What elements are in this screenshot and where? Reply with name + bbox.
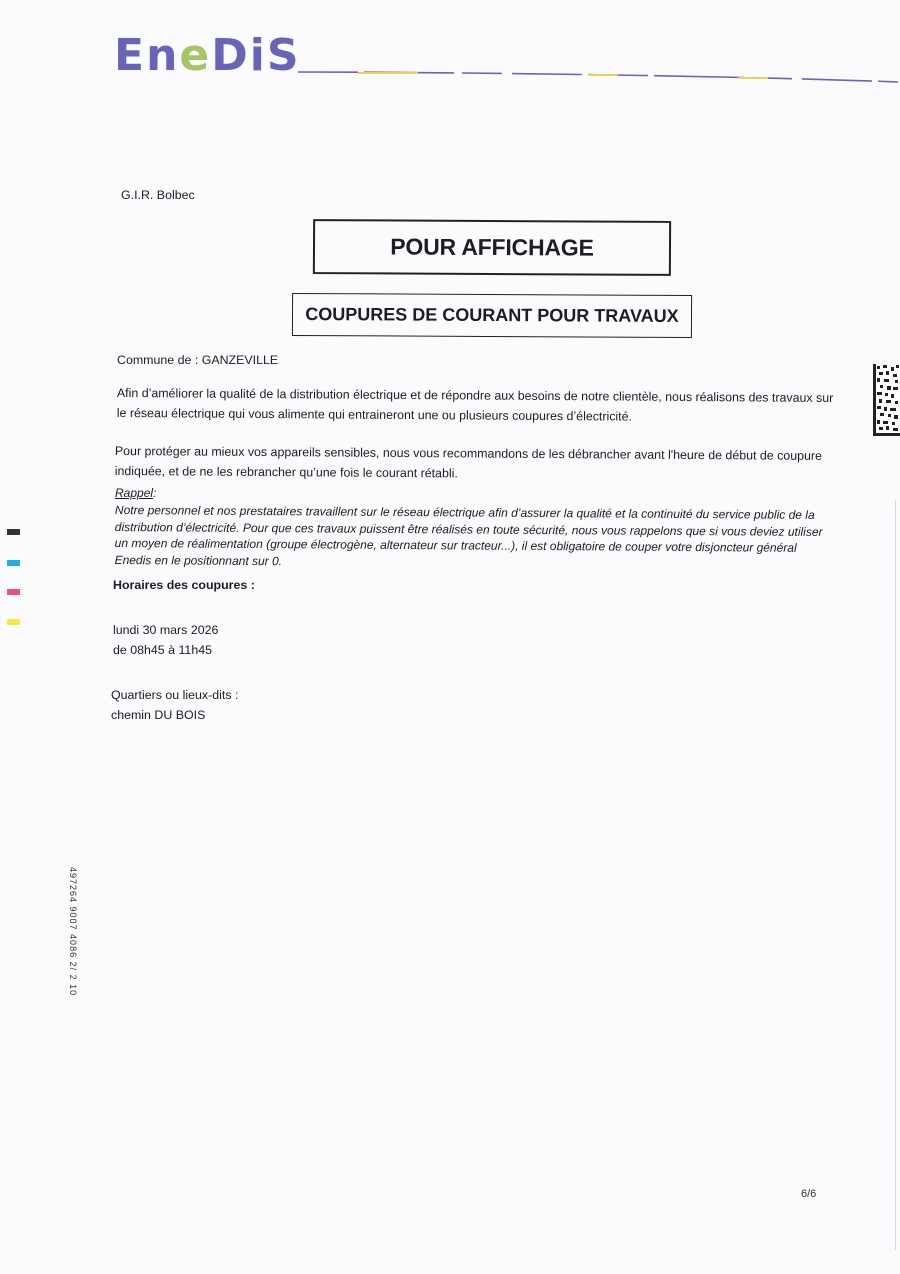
- outage-date: lundi 30 mars 2026: [113, 623, 219, 637]
- scan-edge-line: [895, 500, 896, 1250]
- advice-paragraph: Pour protéger au mieux vos appareils sensibles, nous vous recommandons de les débrancher avant l'heure de début de coupure indiquée, et de ne les rebrancher qu’une fois le courant rétabli.: [114, 443, 822, 481]
- intro-paragraph: Afin d’améliorer la qualité de la distribution électrique et de répondre aux besoins de notre clientèle, nous réalisons des travaux sur le réseau électrique qui vous alimente qui entraineront une ou plusieurs coupures d’électricité.: [116, 385, 834, 424]
- rappel-heading-text: Rappel: [115, 486, 154, 500]
- print-mark-cyan: [7, 560, 20, 566]
- print-mark-black: [7, 529, 20, 535]
- rappel-text: Notre personnel et nos prestataires travaillent sur le réseau électrique afin d’assurer la qualité et la continuité du service public de la distribution d’électricité. Pour que ces travaux puissent être réalisés en toute sécurité, nous vous rappelons que si vous deviez utiliser un moyen de réalimentation (groupe électrogène, alternateur sur tracteur...), il est obligatoire de couper votre disjoncteur général Enedis en le positionnant sur 0.: [114, 502, 823, 568]
- side-reference-code: 497264 9007 4086 2/ 2 10: [68, 867, 78, 997]
- page-number: 6/6: [801, 1188, 817, 1200]
- print-mark-magenta: [7, 589, 20, 595]
- rappel-heading-colon: :: [153, 486, 157, 500]
- organization-name: G.I.R. Bolbec: [121, 188, 195, 202]
- enedis-logo: EneDiS: [114, 30, 301, 81]
- print-mark-yellow: [7, 619, 20, 625]
- outage-hours: de 08h45 à 11h45: [113, 643, 212, 657]
- title-box: POUR AFFICHAGE: [313, 219, 671, 276]
- commune-line: Commune de : GANZEVILLE: [117, 353, 279, 367]
- datamatrix-code-icon: [873, 364, 900, 436]
- header-divider: [298, 70, 898, 84]
- horaires-heading: Horaires des coupures :: [113, 578, 255, 592]
- quartiers-label: Quartiers ou lieux-dits :: [111, 688, 239, 702]
- subtitle-box: COUPURES DE COURANT POUR TRAVAUX: [292, 293, 692, 338]
- quartiers-value: chemin DU BOIS: [111, 708, 206, 722]
- rappel-heading: [115, 486, 156, 500]
